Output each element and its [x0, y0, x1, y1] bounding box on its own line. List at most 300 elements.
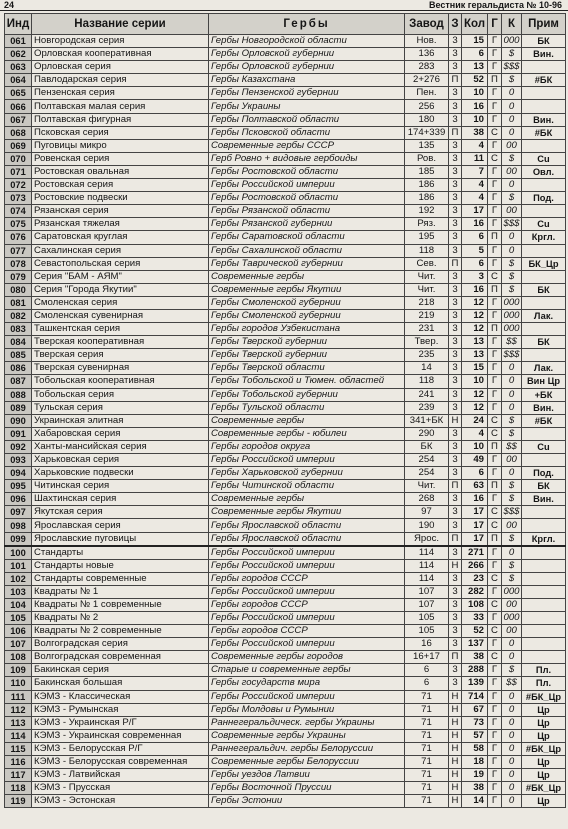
cell-k: 00: [502, 165, 522, 178]
cell-note: [522, 506, 566, 519]
cell-z: П: [449, 532, 462, 546]
cell-z: 3: [449, 35, 462, 48]
cell-note: Лак.: [522, 362, 566, 375]
cell-g: Г: [488, 546, 502, 560]
cell-index: 093: [5, 454, 32, 467]
cell-factory: 71: [405, 782, 449, 795]
cell-index: 083: [5, 323, 32, 336]
cell-series-name: Павлодарская серия: [32, 74, 209, 87]
cell-z: 3: [449, 677, 462, 690]
cell-factory: 114: [405, 546, 449, 560]
cell-note: [522, 323, 566, 336]
cell-z: 3: [449, 100, 462, 113]
cell-note: [522, 349, 566, 362]
cell-factory: 186: [405, 192, 449, 205]
cell-z: П: [449, 257, 462, 270]
cell-coats-of-arms: Гербы уездов Латвии: [209, 769, 405, 782]
table-row: [5, 152, 566, 165]
journal-title: Вестник геральдиста № 10-96: [429, 0, 562, 10]
cell-z: 3: [449, 296, 462, 309]
cell-k: 000: [503, 310, 520, 322]
cell-index: 081: [5, 296, 32, 309]
cell-count: 38: [462, 126, 488, 139]
table-row: [5, 100, 566, 113]
cell-note: [522, 638, 566, 651]
cell-factory: 192: [405, 205, 449, 218]
cell-z: 3: [449, 336, 462, 349]
cell-factory: 71: [405, 716, 449, 729]
cell-g: Г: [488, 401, 502, 414]
cell-g: С: [488, 625, 502, 638]
cell-coats-of-arms: Гербы Таврической губернии: [209, 257, 405, 270]
table-row: [5, 598, 566, 611]
cell-count: 282: [462, 585, 488, 598]
cell-coats-of-arms: Гербы Молдовы и Румынии: [209, 703, 405, 716]
cell-z: 3: [449, 283, 462, 296]
cell-note: Вин.: [522, 493, 566, 506]
cell-index: 112: [5, 703, 32, 716]
table-row: [5, 493, 566, 506]
cell-series-name: Стандарты современные: [32, 572, 209, 585]
cell-note: БК: [522, 336, 566, 349]
cell-index: 111: [5, 690, 32, 703]
cell-count: 11: [462, 152, 488, 165]
cell-factory: Пен.: [405, 87, 449, 100]
cell-coats-of-arms: Гербы Новгородской области: [209, 35, 405, 48]
table-row: [5, 454, 566, 467]
cell-g: С: [488, 572, 502, 585]
cell-coats-of-arms: Гербы Псковской области: [209, 126, 405, 139]
cell-factory: Чит.: [405, 270, 449, 283]
cell-series-name: Рязанская тяжелая: [32, 218, 209, 231]
table-row: [5, 270, 566, 283]
cell-coats-of-arms: Гербы Ярославской области: [209, 519, 405, 532]
table-row: [5, 74, 566, 87]
cell-g: Г: [488, 467, 502, 480]
cell-k: 000: [503, 35, 520, 47]
cell-note: [522, 546, 566, 560]
cell-count: 12: [462, 296, 488, 309]
cell-coats-of-arms: Гербы Рязанской области: [209, 205, 405, 218]
cell-k: 0: [502, 703, 522, 716]
cell-index: 119: [5, 795, 32, 808]
cell-k: 0: [502, 769, 522, 782]
cell-z: 3: [449, 598, 462, 611]
cell-note: [522, 519, 566, 532]
cell-k: 000: [503, 296, 520, 308]
cell-coats-of-arms: Гербы Российской империи: [209, 638, 405, 651]
cell-factory: 174+339: [405, 126, 449, 139]
cell-g: Г: [488, 35, 502, 48]
header-rule: [0, 10, 568, 11]
cell-note: #БК_Цр: [522, 690, 566, 703]
table-row: [5, 401, 566, 414]
cell-coats-of-arms: Гербы Тверской губернии: [209, 349, 405, 362]
cell-series-name: Орловская серия: [32, 61, 209, 74]
cell-z: 3: [449, 152, 462, 165]
cell-z: 3: [449, 270, 462, 283]
cell-count: 6: [462, 257, 488, 270]
cell-coats-of-arms: Гербы Ярославской области: [209, 532, 405, 546]
cell-count: 13: [462, 61, 488, 74]
cell-z: 3: [449, 231, 462, 244]
table-row: [5, 716, 566, 729]
cell-g: Г: [488, 638, 502, 651]
table-row: [5, 585, 566, 598]
cell-coats-of-arms: Гербы Ростовской области: [209, 192, 405, 205]
cell-count: 17: [462, 532, 488, 546]
cell-k: 0: [502, 742, 522, 755]
cell-g: Г: [488, 257, 502, 270]
cell-index: 113: [5, 716, 32, 729]
cell-series-name: Смоленская серия: [32, 296, 209, 309]
cell-z: 3: [449, 309, 462, 322]
cell-factory: 14: [405, 362, 449, 375]
cell-series-name: Ярославская серия: [32, 519, 209, 532]
cell-index: 079: [5, 270, 32, 283]
cell-index: 116: [5, 755, 32, 768]
cell-z: Н: [449, 755, 462, 768]
table-row: [5, 427, 566, 440]
cell-count: 10: [462, 113, 488, 126]
cell-g: Г: [488, 611, 502, 624]
cell-note: Цр: [522, 716, 566, 729]
cell-k: $$: [502, 677, 522, 690]
cell-z: 3: [449, 218, 462, 231]
cell-k: 0: [502, 716, 522, 729]
cell-series-name: Смоленская сувенирная: [32, 309, 209, 322]
cell-count: 57: [462, 729, 488, 742]
cell-k: $: [502, 480, 522, 493]
cell-index: 117: [5, 769, 32, 782]
cell-coats-of-arms: Гербы Казахстана: [209, 74, 405, 87]
cell-index: 098: [5, 519, 32, 532]
cell-z: П: [449, 74, 462, 87]
cell-index: 103: [5, 585, 32, 598]
cell-count: 714: [462, 690, 488, 703]
table-row: [5, 703, 566, 716]
cell-series-name: Квадраты № 1: [32, 585, 209, 598]
cell-index: 070: [5, 152, 32, 165]
cell-note: Кргл.: [522, 532, 566, 546]
cell-z: 3: [449, 362, 462, 375]
table-row: [5, 231, 566, 244]
cell-k: $$$: [503, 61, 520, 73]
cell-coats-of-arms: Гербы Читинской области: [209, 480, 405, 493]
cell-series-name: Квадраты № 2 современные: [32, 625, 209, 638]
cell-index: 075: [5, 218, 32, 231]
cell-z: 3: [449, 87, 462, 100]
cell-note: Под.: [522, 467, 566, 480]
cell-note: [522, 585, 566, 598]
cell-k: $: [502, 572, 522, 585]
cell-note: Cu: [522, 218, 566, 231]
cell-note: Cu: [522, 440, 566, 453]
cell-note: БК: [522, 480, 566, 493]
cell-factory: Ярос.: [405, 532, 449, 546]
cell-factory: 114: [405, 559, 449, 572]
cell-factory: Ров.: [405, 152, 449, 165]
cell-index: 066: [5, 100, 32, 113]
cell-coats-of-arms: Гербы Пензенской губернии: [209, 87, 405, 100]
cell-k: 0: [502, 782, 522, 795]
cell-index: 114: [5, 729, 32, 742]
cell-series-name: КЭМЗ - Румынская: [32, 703, 209, 716]
table-row: [5, 35, 566, 48]
cell-note: #БК: [522, 414, 566, 427]
cell-factory: 190: [405, 519, 449, 532]
cell-note: [522, 244, 566, 257]
cell-series-name: КЭМЗ - Латвийская: [32, 769, 209, 782]
cell-series-name: КЭМЗ - Эстонская: [32, 795, 209, 808]
cell-g: С: [488, 651, 502, 664]
cell-k: 00: [502, 625, 522, 638]
cell-factory: 71: [405, 690, 449, 703]
cell-series-name: КЭМЗ - Белорусская Р/Г: [32, 742, 209, 755]
cell-factory: 71: [405, 742, 449, 755]
cell-z: Н: [449, 769, 462, 782]
cell-factory: 341+БК: [405, 414, 449, 427]
cell-g: Г: [488, 795, 502, 808]
cell-g: Г: [488, 782, 502, 795]
cell-z: 3: [449, 165, 462, 178]
cell-factory: БК: [405, 440, 449, 453]
cell-factory: 105: [405, 611, 449, 624]
cell-index: 097: [5, 506, 32, 519]
col-header-g: Г: [488, 14, 502, 35]
cell-index: 088: [5, 388, 32, 401]
cell-coats-of-arms: Гербы Российской империи: [209, 585, 405, 598]
cell-factory: 6: [405, 677, 449, 690]
cell-count: 23: [462, 572, 488, 585]
cell-note: [522, 139, 566, 152]
cell-index: 071: [5, 165, 32, 178]
cell-z: 3: [449, 388, 462, 401]
table-row: [5, 205, 566, 218]
cell-series-name: Новгородская серия: [32, 35, 209, 48]
cell-index: 096: [5, 493, 32, 506]
cell-factory: 180: [405, 113, 449, 126]
cell-z: 3: [449, 401, 462, 414]
table-row: [5, 480, 566, 493]
cell-coats-of-arms: Современные гербы: [209, 270, 405, 283]
cell-count: 6: [462, 48, 488, 61]
cell-factory: 185: [405, 165, 449, 178]
cell-g: П: [488, 480, 502, 493]
cell-factory: 107: [405, 585, 449, 598]
cell-g: Г: [488, 296, 502, 309]
cell-g: Г: [488, 113, 502, 126]
cell-coats-of-arms: Гербы Российской империи: [209, 559, 405, 572]
table-row: [5, 532, 566, 546]
cell-series-name: Волгоградская современная: [32, 651, 209, 664]
cell-coats-of-arms: Гербы городов СССР: [209, 625, 405, 638]
cell-coats-of-arms: Современные гербы Украины: [209, 729, 405, 742]
cell-z: Н: [449, 703, 462, 716]
cell-k: 000: [503, 323, 520, 335]
cell-index: 082: [5, 309, 32, 322]
cell-series-name: Тверская сувенирная: [32, 362, 209, 375]
table-row: [5, 323, 566, 336]
table-row: [5, 572, 566, 585]
cell-series-name: Харьковская серия: [32, 454, 209, 467]
cell-series-name: Ростовские подвески: [32, 192, 209, 205]
cell-coats-of-arms: Гербы Орловской губернии: [209, 48, 405, 61]
cell-k: $$$: [503, 218, 520, 230]
col-header-z: З: [449, 14, 462, 35]
cell-count: 16: [462, 493, 488, 506]
cell-g: Г: [488, 205, 502, 218]
cell-coats-of-arms: Гербы городов СССР: [209, 572, 405, 585]
table-row: [5, 165, 566, 178]
cell-k: 0: [502, 690, 522, 703]
col-header-note: Прим: [522, 14, 566, 35]
cell-factory: 118: [405, 375, 449, 388]
cell-g: Г: [488, 729, 502, 742]
table-row: [5, 48, 566, 61]
cell-index: 115: [5, 742, 32, 755]
table-row: [5, 769, 566, 782]
cell-coats-of-arms: Гербы городов СССР: [209, 598, 405, 611]
cell-count: 49: [462, 454, 488, 467]
cell-coats-of-arms: Гербы Российской империи: [209, 611, 405, 624]
cell-note: [522, 572, 566, 585]
cell-count: 137: [462, 638, 488, 651]
cell-series-name: Ташкентская серия: [32, 323, 209, 336]
cell-series-name: КЭМЗ - Белорусская современная: [32, 755, 209, 768]
cell-z: Н: [449, 414, 462, 427]
cell-k: 000: [503, 611, 520, 623]
cell-count: 16: [462, 100, 488, 113]
cell-z: 3: [449, 349, 462, 362]
cell-count: 67: [462, 703, 488, 716]
cell-count: 10: [462, 375, 488, 388]
cell-k: 0: [502, 231, 522, 244]
cell-z: 3: [449, 113, 462, 126]
cell-note: [522, 427, 566, 440]
cell-series-name: Ровенская серия: [32, 152, 209, 165]
cell-series-name: Стандарты новые: [32, 559, 209, 572]
cell-count: 12: [462, 401, 488, 414]
cell-z: Н: [449, 729, 462, 742]
cell-series-name: Рязанская серия: [32, 205, 209, 218]
col-header-index: Инд: [5, 14, 32, 35]
cell-series-name: Полтавская фигурная: [32, 113, 209, 126]
cell-index: 067: [5, 113, 32, 126]
cell-factory: 136: [405, 48, 449, 61]
cell-g: Г: [488, 218, 502, 231]
col-header-count: Кол: [462, 14, 488, 35]
cell-count: 266: [462, 559, 488, 572]
cell-coats-of-arms: Современные гербы Якутии: [209, 283, 405, 296]
cell-count: 18: [462, 755, 488, 768]
cell-factory: Сев.: [405, 257, 449, 270]
cell-coats-of-arms: Гербы Российской империи: [209, 454, 405, 467]
cell-factory: 219: [405, 309, 449, 322]
cell-coats-of-arms: Гербы Смоленской губернии: [209, 296, 405, 309]
table-row: [5, 559, 566, 572]
cell-series-name: Квадраты № 2: [32, 611, 209, 624]
cell-g: Г: [488, 769, 502, 782]
table-row: [5, 755, 566, 768]
cell-g: С: [488, 414, 502, 427]
table-row: [5, 742, 566, 755]
cell-series-name: Читинская серия: [32, 480, 209, 493]
cell-z: 3: [449, 375, 462, 388]
cell-series-name: Украинская элитная: [32, 414, 209, 427]
col-header-k: К: [502, 14, 522, 35]
cell-factory: 218: [405, 296, 449, 309]
cell-z: Н: [449, 690, 462, 703]
cell-series-name: Квадраты № 1 современные: [32, 598, 209, 611]
cell-coats-of-arms: Раннегеральдическ. гербы Украины: [209, 716, 405, 729]
cell-k: 0: [502, 179, 522, 192]
table-row: [5, 113, 566, 126]
cell-factory: 239: [405, 401, 449, 414]
cell-z: 3: [449, 585, 462, 598]
cell-note: [522, 179, 566, 192]
cell-g: Г: [488, 362, 502, 375]
table-row: [5, 375, 566, 388]
cell-coats-of-arms: Современные гербы - юбилеи: [209, 427, 405, 440]
cell-g: Г: [488, 375, 502, 388]
cell-series-name: КЭМЗ - Украинская Р/Г: [32, 716, 209, 729]
cell-k: 0: [502, 362, 522, 375]
table-row: [5, 625, 566, 638]
cell-note: +БК: [522, 388, 566, 401]
cell-factory: 283: [405, 61, 449, 74]
cell-coats-of-arms: Современные гербы: [209, 493, 405, 506]
cell-coats-of-arms: Современные гербы Якутии: [209, 506, 405, 519]
cell-g: С: [488, 270, 502, 283]
table-row: [5, 651, 566, 664]
cell-index: 092: [5, 440, 32, 453]
cell-index: 104: [5, 598, 32, 611]
cell-index: 073: [5, 192, 32, 205]
cell-series-name: Пензенская серия: [32, 87, 209, 100]
cell-count: 4: [462, 192, 488, 205]
cell-factory: 195: [405, 231, 449, 244]
cell-coats-of-arms: Гербы Орловской губернии: [209, 61, 405, 74]
cell-coats-of-arms: Гербы Российской империи: [209, 179, 405, 192]
cell-coats-of-arms: Гербы Украины: [209, 100, 405, 113]
cell-count: 73: [462, 716, 488, 729]
cell-factory: 241: [405, 388, 449, 401]
cell-g: Г: [488, 87, 502, 100]
cell-note: Вин.: [522, 113, 566, 126]
cell-count: 139: [462, 677, 488, 690]
cell-count: 17: [462, 519, 488, 532]
cell-series-name: Волгоградская серия: [32, 638, 209, 651]
cell-z: 3: [449, 467, 462, 480]
cell-coats-of-arms: Гербы Российской империи: [209, 546, 405, 560]
cell-count: 7: [462, 165, 488, 178]
cell-count: 38: [462, 651, 488, 664]
cell-index: 069: [5, 139, 32, 152]
cell-factory: Твер.: [405, 336, 449, 349]
cell-g: Г: [488, 48, 502, 61]
cell-g: С: [488, 519, 502, 532]
cell-note: #БК_Цр: [522, 742, 566, 755]
cell-series-name: Севастопольская серия: [32, 257, 209, 270]
cell-series-name: Саратовская круглая: [32, 231, 209, 244]
cell-series-name: КЭМЗ - Прусская: [32, 782, 209, 795]
cell-factory: 71: [405, 755, 449, 768]
cell-k: $$$: [503, 506, 520, 518]
cell-coats-of-arms: Гербы государств мира: [209, 677, 405, 690]
cell-g: Г: [488, 336, 502, 349]
cell-coats-of-arms: Гербы Эстонии: [209, 795, 405, 808]
